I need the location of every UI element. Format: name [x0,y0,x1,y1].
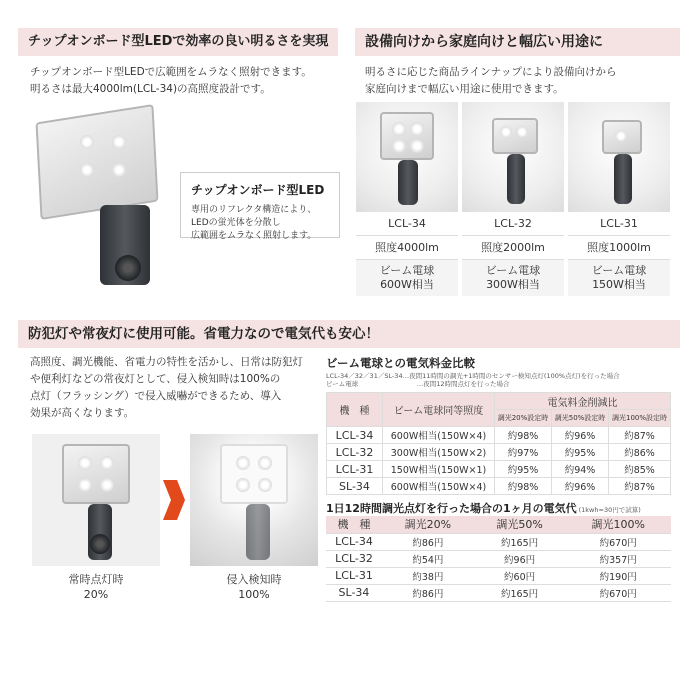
table-row: LCL-32 約54円 約96円 約357円 [326,550,671,567]
caption-detect: 侵入検知時 100% [226,573,282,601]
monthly-table-title: 1日12時間調光点灯を行った場合の1ヶ月の電気代 (1kwh=30円で試算) [326,502,641,515]
table-row: LCL-32 300W相当(150W×2) 約97% 約95% 約86% [327,444,671,461]
lamp-image-main [30,105,170,295]
compare-note-1: LCL-34／32／31／SL-34…夜間11時間の調光+1時間のセンサー検知点灯(100%点灯)を行った場合 [326,372,620,380]
compare-table: 機 種 ビーム電球同等照度 電気料金削減比 調光20%設定時 調光50%設定時 調光100%設定時 LCL-34 600W相当(150W×4) 約98% 約96% 約87% LCL-32 300W相当(150W×2) 約97% 約95% 約86% LCL-31 150W相当(150W×1) 約95% 約94% 約85% SL-34 600W相当(150W×4) 約98% 約96% 約87% [326,392,671,495]
lamp-image-detect [190,434,318,566]
cob-led-callout: チップオンボード型LED 専用のリフレクタ構造により、 LEDの蛍光体を分散し 広範囲をムラなく照射します。 [180,172,340,238]
section3-description: 高照度、調光機能、省電力の特性を活かし、日常は防犯灯 や便利灯などの常夜灯として、侵入検知時は100%の 点灯（フラッシング）で侵入威嚇ができるため、導入 効果が高くなります。 [30,356,303,419]
table-row: SL-34 約86円 約165円 約670円 [326,584,671,601]
section1-description: チップオンボード型LEDで広範囲をムラなく照射できます。 明るさは最大4000lm(LCL-34)の高照度設計です。 [30,66,312,95]
section2-title: 設備向けから家庭向けと幅広い用途に [355,28,680,56]
lamp-image-normal [32,434,160,566]
table-row: LCL-31 150W相当(150W×1) 約95% 約94% 約85% [327,461,671,478]
section1-title: チップオンボード型LEDで効率の良い明るさを実現 [18,28,338,56]
table-row: LCL-31 約38円 約60円 約190円 [326,567,671,584]
compare-note-2: ビーム電球 …夜間12時間点灯を行った場合 [326,380,510,388]
product-card-lcl32: LCL-32 照度2000lm ビーム電球 300W相当 [462,102,564,296]
table-row: SL-34 600W相当(150W×4) 約98% 約96% 約87% [327,478,671,495]
section2-description: 明るさに応じた商品ラインナップにより設備向けから 家庭向けまで幅広い用途に使用できます。 [365,66,617,95]
table-row: LCL-34 600W相当(150W×4) 約98% 約96% 約87% [327,427,671,444]
compare-table-title: ビーム電球との電気料金比較 [326,356,476,370]
product-card-lcl34: LCL-34 照度4000lm ビーム電球 600W相当 [356,102,458,296]
section3-title: 防犯灯や常夜灯に使用可能。省電力なので電気代も安心！ [18,320,680,348]
caption-normal: 常時点灯時 20% [68,573,124,601]
table-row: LCL-34 約86円 約165円 約670円 [326,533,671,550]
arrow-right-icon [163,480,185,520]
monthly-table: 機 種 調光20% 調光50% 調光100% LCL-34 約86円 約165円 約670円 LCL-32 約54円 約96円 約357円 LCL-31 約38円 約60円 約190円 SL-34 約86円 約165円 約670円 [326,516,671,602]
product-card-lcl31: LCL-31 照度1000lm ビーム電球 150W相当 [568,102,670,296]
